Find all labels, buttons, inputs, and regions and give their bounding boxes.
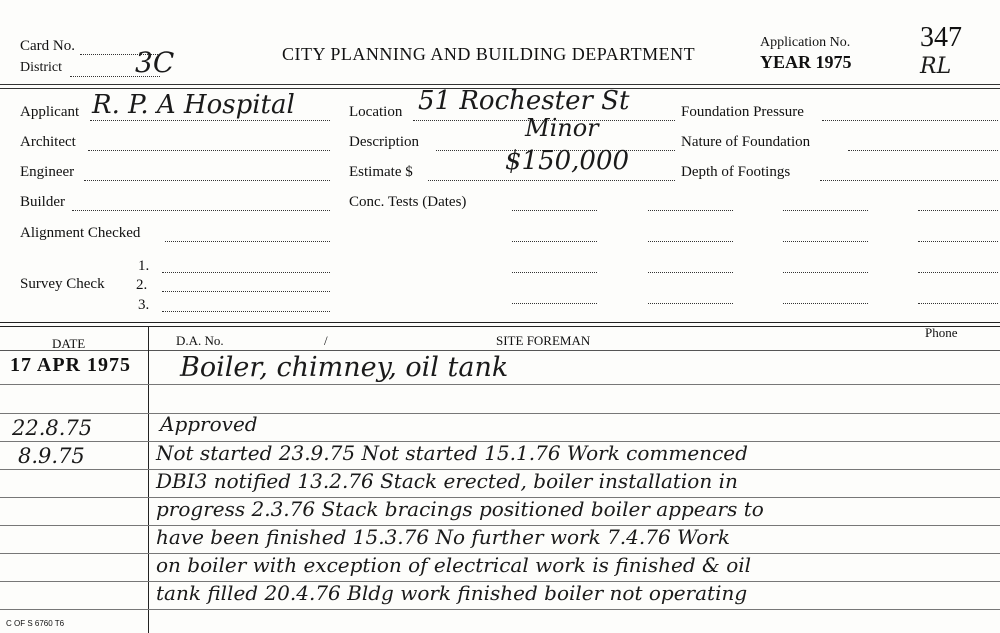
survey-line-1: [162, 272, 330, 273]
conc-test-line: [648, 210, 733, 211]
conc-test-line: [512, 241, 597, 242]
survey-line-3: [162, 311, 330, 312]
applicant-line: [90, 120, 330, 121]
foundation-pressure-label: Foundation Pressure: [681, 104, 804, 120]
estimate-label: Estimate $: [349, 164, 413, 180]
log-date: 17 APR 1975: [10, 354, 131, 376]
year-label: YEAR 1975: [760, 52, 852, 72]
survey-item-3: 3.: [138, 297, 150, 313]
initials: RL: [920, 54, 952, 79]
estimate-line: [428, 180, 675, 181]
conc-test-line: [512, 210, 597, 211]
da-header: D.A. No.: [176, 333, 224, 348]
description-label: Description: [349, 134, 419, 150]
builder-label: Builder: [20, 194, 65, 210]
log-top-rule-2: [0, 326, 1000, 327]
log-entry: on boiler with exception of electrical work is finished & oil: [156, 553, 752, 577]
conc-test-line: [648, 272, 733, 273]
survey-label: Survey Check: [20, 276, 105, 292]
conc-test-line: [783, 210, 868, 211]
log-entry: have been finished 15.3.76 No further work 7.4.76 Work: [156, 525, 730, 549]
date-column-divider: [148, 326, 149, 633]
conc-test-line: [918, 272, 998, 273]
district-label: District: [20, 60, 62, 75]
department-title: CITY PLANNING AND BUILDING DEPARTMENT: [282, 44, 696, 64]
conc-test-line: [783, 241, 868, 242]
survey-line-2: [162, 291, 330, 292]
conc-test-line: [648, 303, 733, 304]
log-entry: tank filled 20.4.76 Bldg work finished boiler not operating: [156, 581, 748, 605]
conc-test-line: [783, 303, 868, 304]
log-entry: DBI3 notified 13.2.76 Stack erected, boiler installation in: [156, 469, 738, 493]
architect-line: [88, 150, 330, 151]
log-header-rule: [0, 350, 1000, 351]
log-rule: [0, 609, 1000, 610]
phone-header: Phone: [925, 325, 958, 340]
conc-test-line: [512, 303, 597, 304]
conc-tests-label: Conc. Tests (Dates): [349, 194, 467, 210]
applicant-value: R. P. A Hospital: [92, 90, 295, 120]
log-date: 8.9.75: [18, 444, 85, 468]
foundation-pressure-line: [822, 120, 998, 121]
alignment-line: [165, 241, 330, 242]
log-entry: Approved: [160, 412, 258, 436]
log-rule: [0, 413, 1000, 414]
header-rule-1: [0, 84, 1000, 85]
depth-footings-line: [820, 180, 998, 181]
conc-test-line: [918, 210, 998, 211]
log-entry: progress 2.3.76 Stack bracings positioned boiler appears to: [156, 497, 764, 521]
description-value: Minor: [525, 114, 599, 142]
engineer-line: [84, 180, 330, 181]
location-label: Location: [349, 104, 403, 120]
log-entry: Boiler, chimney, oil tank: [180, 352, 509, 383]
log-top-rule-1: [0, 322, 1000, 323]
alignment-label: Alignment Checked: [20, 225, 141, 241]
conc-test-line: [783, 272, 868, 273]
estimate-value: $150,000: [505, 146, 630, 176]
form-code: C OF S 6760 T6: [6, 619, 65, 628]
log-entry: Not started 23.9.75 Not started 15.1.76 Work commenced: [156, 441, 748, 465]
engineer-label: Engineer: [20, 164, 75, 180]
nature-foundation-label: Nature of Foundation: [681, 134, 811, 150]
card-no-label: Card No.: [20, 38, 75, 54]
applicant-label: Applicant: [20, 104, 80, 120]
log-date: 22.8.75: [12, 416, 93, 440]
location-value: 51 Rochester St: [418, 86, 630, 116]
architect-label: Architect: [20, 134, 76, 150]
depth-footings-label: Depth of Footings: [681, 164, 791, 180]
builder-line: [72, 210, 330, 211]
survey-item-2: 2.: [136, 277, 148, 293]
date-header: DATE: [52, 336, 86, 351]
conc-test-line: [918, 241, 998, 242]
site-foreman-header: SITE FOREMAN: [496, 333, 591, 348]
district-value: 3C: [135, 46, 175, 79]
conc-test-line: [648, 241, 733, 242]
conc-test-line: [512, 272, 597, 273]
survey-item-1: 1.: [138, 258, 150, 274]
nature-foundation-line: [848, 150, 998, 151]
da-slash: /: [324, 333, 328, 348]
log-rule: [0, 384, 1000, 385]
application-label: Application No.: [760, 35, 851, 50]
conc-test-line: [918, 303, 998, 304]
application-number: 347: [920, 22, 962, 53]
